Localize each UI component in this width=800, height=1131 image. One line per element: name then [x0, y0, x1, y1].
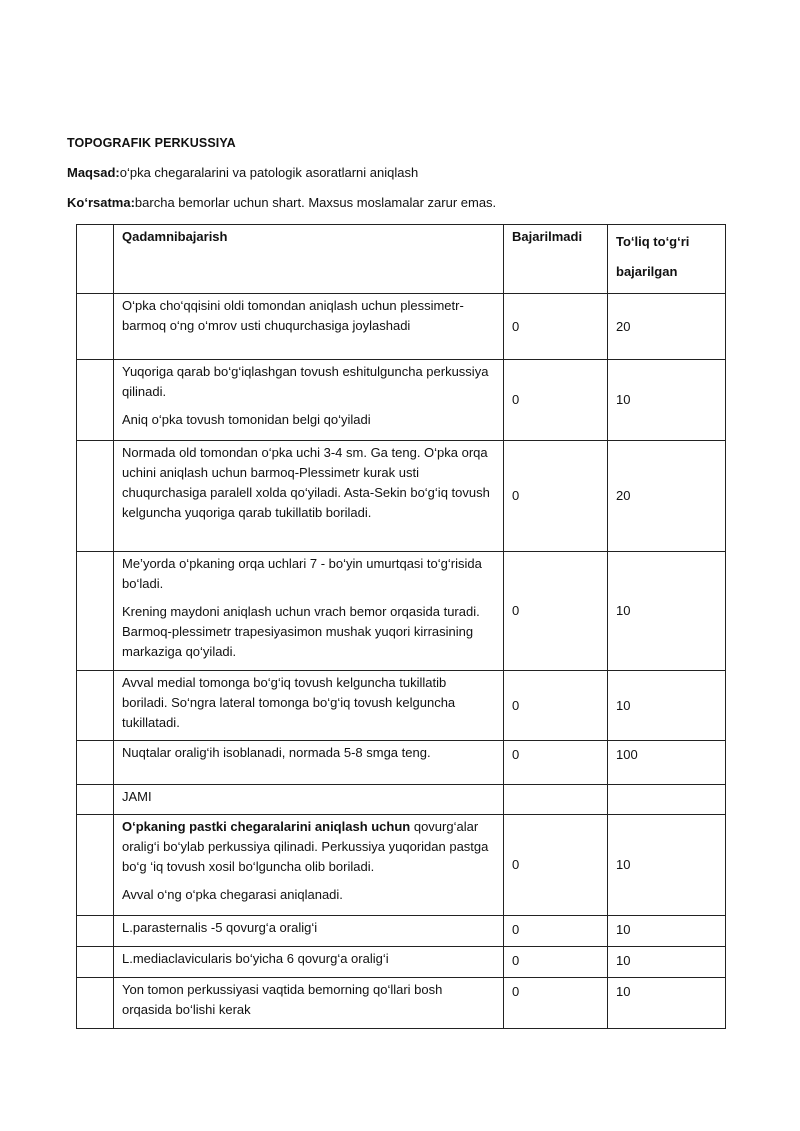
- table-row: [77, 978, 726, 1029]
- index-cell: [77, 947, 114, 978]
- table-row-total: [77, 785, 726, 815]
- step-cell: [114, 947, 504, 978]
- done-cell: 10: [608, 815, 726, 916]
- instruction-label: Ko‘rsatma:: [67, 195, 135, 210]
- table-row: [77, 741, 726, 785]
- index-cell: [77, 671, 114, 741]
- step-text: L.mediaclavicularis bo‘yicha 6 qovurg‘a oralig‘i: [122, 951, 389, 966]
- step-cell: [114, 671, 504, 741]
- not-done-cell: 0: [504, 947, 608, 978]
- done-cell: 10: [608, 360, 726, 441]
- step-text: Me’yorda o‘pkaning orqa uchlari 7 - bo‘yin umurtqasi to‘g‘risida bo‘ladi.: [122, 556, 482, 591]
- step-text: L.parasternalis -5 qovurg‘a oralig‘i: [122, 920, 318, 935]
- not-done-cell: 0: [504, 441, 608, 552]
- goal-line: [67, 165, 418, 180]
- table-row: [77, 947, 726, 978]
- table-row: [77, 916, 726, 947]
- header-done-line1: To‘liq to‘g‘ri: [616, 234, 690, 249]
- index-cell: [77, 441, 114, 552]
- instruction-line: [67, 195, 496, 210]
- total-label: JAMI: [122, 789, 152, 804]
- not-done-cell: 0: [504, 360, 608, 441]
- total-label-cell: [114, 785, 504, 815]
- step-text: Avval medial tomonga bo‘g‘iq tovush kelguncha tukillatib boriladi. So‘ngra lateral tomonga bo‘g‘iq tovush kelguncha tukillatadi.: [122, 675, 456, 730]
- index-cell: [77, 741, 114, 785]
- step-text: Aniq o‘pka tovush tomonidan belgi qo‘yiladi: [122, 412, 371, 427]
- done-cell: 10: [608, 916, 726, 947]
- header-step: Qadamnibajarish: [114, 225, 504, 294]
- header-done-line2: bajarilgan: [616, 264, 678, 279]
- step-text: Krening maydoni aniqlash uchun vrach bemor orqasida turadi. Barmoq-plessimetr trapesiyasimon mushak yuqori kirrasining markaziga qo‘yiladi.: [122, 604, 480, 659]
- done-cell: 100: [608, 741, 726, 785]
- table-row: [77, 671, 726, 741]
- header-done: [608, 225, 726, 294]
- index-cell: [77, 815, 114, 916]
- header-not-done: Bajarilmadi: [504, 225, 608, 294]
- done-cell: [608, 785, 726, 815]
- not-done-cell: 0: [504, 552, 608, 671]
- step-text: Yuqoriga qarab bo‘g‘iqlashgan tovush eshitulguncha perkussiya qilinadi.: [122, 364, 489, 399]
- not-done-cell: 0: [504, 978, 608, 1029]
- step-cell: [114, 741, 504, 785]
- table-row: [77, 294, 726, 360]
- index-cell: [77, 785, 114, 815]
- index-cell: [77, 916, 114, 947]
- done-cell: 10: [608, 671, 726, 741]
- step-cell: [114, 294, 504, 360]
- index-cell: [77, 978, 114, 1029]
- step-text-rest: qovurg‘alar oralig‘i bo‘ylab perkussiya qilinadi. Perkussiya yuqoridan pastga bo‘g ‘iq tovush xosil bo‘lguncha olib boriladi.: [122, 819, 489, 874]
- step-cell: [114, 978, 504, 1029]
- step-cell: [114, 815, 504, 916]
- instruction-text: barcha bemorlar uchun shart. Maxsus moslamalar zarur emas.: [134, 195, 497, 210]
- done-cell: 10: [608, 947, 726, 978]
- step-cell: [114, 360, 504, 441]
- step-cell: [114, 441, 504, 552]
- document-title: TOPOGRAFIK PERKUSSIYA: [67, 136, 236, 150]
- step-text: Avval o‘ng o‘pka chegarasi aniqlanadi.: [122, 887, 343, 902]
- step-text: Yon tomon perkussiyasi vaqtida bemorning qo‘llari bosh orqasida bo‘lishi kerak: [122, 982, 443, 1017]
- done-cell: 20: [608, 441, 726, 552]
- goal-text: o‘pka chegaralarini va patologik asoratlarni aniqlash: [119, 165, 419, 180]
- index-cell: [77, 360, 114, 441]
- index-cell: [77, 225, 114, 294]
- table-row: [77, 552, 726, 671]
- index-cell: [77, 552, 114, 671]
- step-text: Nuqtalar oralig‘ih isoblanadi, normada 5-8 smga teng.: [122, 745, 431, 760]
- done-cell: 20: [608, 294, 726, 360]
- step-text: O‘pka cho‘qqisini oldi tomondan aniqlash uchun plessimetr-barmoq o‘ng o‘mrov usti chuqurchasiga joylashadi: [122, 298, 464, 333]
- not-done-cell: [504, 785, 608, 815]
- not-done-cell: 0: [504, 741, 608, 785]
- step-cell: [114, 916, 504, 947]
- not-done-cell: 0: [504, 815, 608, 916]
- done-cell: 10: [608, 978, 726, 1029]
- index-cell: [77, 294, 114, 360]
- checklist-table: [76, 224, 726, 1029]
- step-bold-lead: O‘pkaning pastki chegaralarini aniqlash uchun: [122, 819, 411, 834]
- not-done-cell: 0: [504, 916, 608, 947]
- done-cell: 10: [608, 552, 726, 671]
- step-text: [122, 817, 495, 877]
- not-done-cell: 0: [504, 294, 608, 360]
- step-cell: [114, 552, 504, 671]
- not-done-cell: 0: [504, 671, 608, 741]
- table-row: [77, 815, 726, 916]
- goal-label: Maqsad:: [67, 165, 120, 180]
- table-header-row: [77, 225, 726, 294]
- step-text: Normada old tomondan o‘pka uchi 3-4 sm. Ga teng. O‘pka orqa uchini aniqlash uchun barmoq-Plessimetr kurak usti chuqurchasiga paralell xolda qo‘yiladi. Asta-Sekin bo‘g‘iq tovush kelguncha yuqoriga qarab tukillatib boriladi.: [122, 445, 490, 520]
- table-row: [77, 360, 726, 441]
- table-row: [77, 441, 726, 552]
